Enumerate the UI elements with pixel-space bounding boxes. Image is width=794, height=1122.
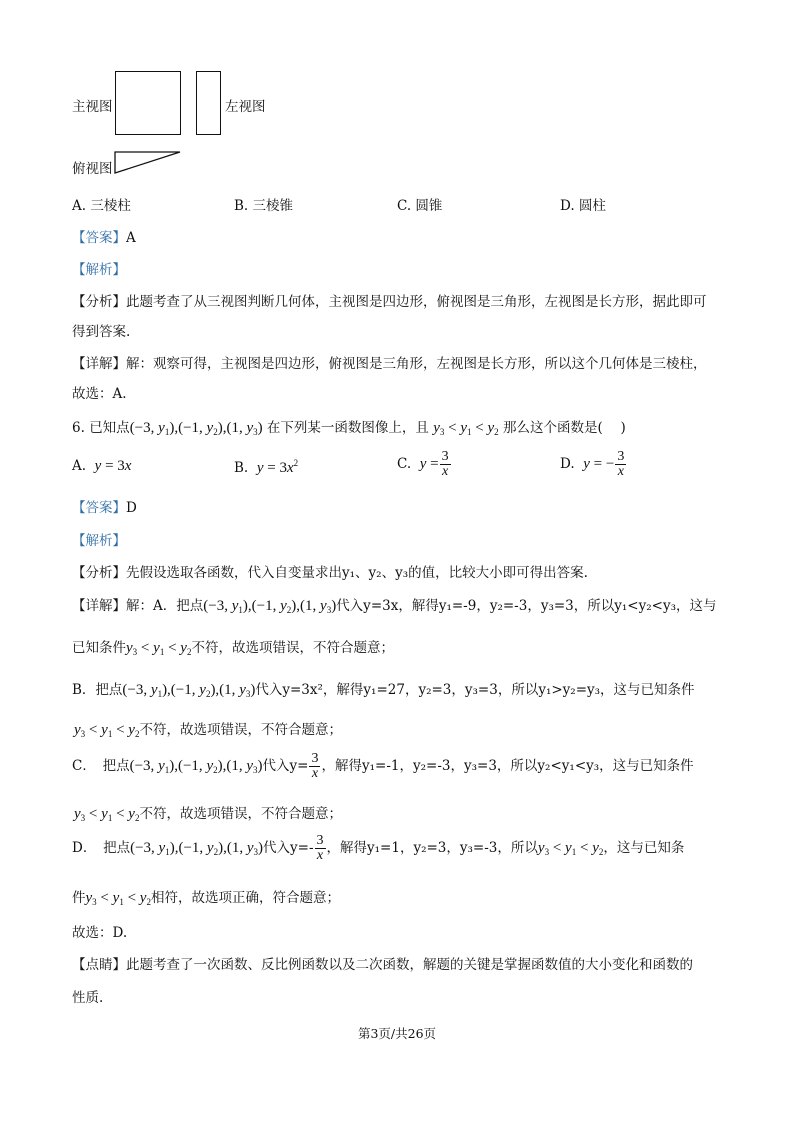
q5-detail-text-1: 解：观察可得，主视图是四边形，俯视图是三角形，左视图是长方形，所以这个几何体是三棱柱， bbox=[126, 356, 707, 372]
q5-fenxi-line-1 bbox=[72, 290, 707, 310]
q6-option-b: B. $y = 3x^2$ bbox=[234, 458, 299, 476]
q6-fenxi-text: 先假设选取各函数，代入自变量求出y₁、y₂、y₃的值，比较大小即可得出答案. bbox=[126, 565, 588, 581]
left-view-label: 左视图 bbox=[225, 99, 266, 115]
q6-stem-2: 在下列某一函数图像上，且 bbox=[266, 420, 429, 436]
q6-stem-1: 已知点 bbox=[89, 420, 130, 436]
q5-answer-tag: 【答案】 bbox=[72, 230, 126, 246]
q5-option-c: C. 圆锥 bbox=[397, 198, 443, 214]
q5-option-a: A. 三棱柱 bbox=[72, 198, 131, 214]
q6-dianjing-text-2: 性质. bbox=[72, 990, 104, 1006]
q6-points-expression: (−3, $y_1),(-1$, $y_2),(1$, $y_3$) bbox=[129, 420, 263, 437]
q6-condition: $y_3 < y_1 < y_2$ bbox=[85, 890, 151, 907]
q6-detail-a-line-2: 已知条件$y_3 < y_1 < y_2$不符，故选项错误，不符合题意； bbox=[72, 640, 394, 657]
q5-fenxi-text-2: 得到答案. bbox=[72, 324, 131, 340]
q6-condition: $y_3 < y_1 < y_2$ bbox=[126, 640, 192, 657]
q5-option-b: B. 三棱锥 bbox=[234, 198, 294, 214]
q6-dianjing-tag: 【点睛】 bbox=[72, 957, 126, 973]
q6-detail-d-line-1: D． 把点(−3, $y_1),(-1$, $y_2),(1$, $y_3$)代入y=- $\frac{3}{x}$ ，解得y₁=1，y₂=3，y₃=-3，所以$y_3 < y_1 < y_2$，这与已知条 bbox=[72, 833, 685, 863]
q6-stem-3: 那么这个函数是( ) bbox=[502, 420, 626, 436]
q5-answer-line bbox=[72, 226, 136, 246]
q6-detail-d-line-2: 件$y_3 < y_1 < y_2$相符，故选项正确，符合题意； bbox=[72, 890, 340, 907]
front-view-square bbox=[115, 71, 181, 135]
q6-fenxi-tag: 【分析】 bbox=[72, 565, 126, 581]
q6-answer-line bbox=[72, 496, 137, 516]
q6-points-expression: (−3, $y_1),(-1$, $y_2),(1$, $y_3$) bbox=[130, 840, 264, 857]
q6-detail-tag: 【详解】 bbox=[72, 598, 126, 614]
q5-option-d: D. 圆柱 bbox=[560, 198, 606, 214]
q6-condition: $y_3 < y_1 < y_2$ bbox=[537, 840, 604, 857]
q6-points-expression: (−3, $y_1),(-1$, $y_2),(1$, $y_3$) bbox=[122, 682, 256, 699]
q6-condition: $y_3 < y_1 < y_2$ bbox=[74, 806, 140, 823]
q6-answer: D bbox=[126, 500, 137, 516]
q6-dianjing-text-1: 此题考查了一次函数、反比例函数以及二次函数，解题的关键是掌握函数值的大小变化和函数的 bbox=[126, 957, 693, 973]
q5-detail-line-1 bbox=[72, 352, 707, 372]
q6-condition: $y_3 < y_1 < y_2$ bbox=[74, 722, 140, 739]
q6-option-c: C. y = $\frac{3}{x}$ bbox=[397, 449, 449, 479]
q6-detail-c-line-1: C． 把点(−3, $y_1),(-1$, $y_2),(1$, $y_3$)代入y= $\frac{3}{x}$ ，解得y₁=-1，y₂=-3，y₃=3，所以y₂<y₁<y₃，这与已知条件 bbox=[72, 751, 694, 781]
q6-detail-b-line-1: B．把点(−3, $y_1),(-1$, $y_2),(1$, $y_3$)代入y=3x²，解得y₁=27，y₂=3，y₃=3，所以y₁>y₂=y₃，这与已知条件 bbox=[72, 682, 695, 699]
q6-dianjing-line-1 bbox=[72, 953, 693, 973]
q5-detail-text-2: 故选：A. bbox=[72, 386, 127, 402]
top-view-triangle bbox=[114, 151, 182, 175]
q6-option-a: A. y = 3x bbox=[72, 458, 132, 474]
q6-analysis-tag: 【解析】 bbox=[72, 533, 126, 549]
q6-detail-c-line-2: $y_3 < y_1 < y_2$不符，故选项错误，不符合题意； bbox=[74, 806, 342, 823]
q6-condition: $y_3 < y_1 < y_2$ bbox=[433, 420, 499, 437]
q6-number: 6. bbox=[72, 420, 85, 436]
q5-fenxi-text-1: 此题考查了从三视图判断几何体，主视图是四边形，俯视图是三角形，左视图是长方形，据此即可 bbox=[126, 294, 707, 310]
q5-answer: A bbox=[126, 230, 136, 246]
q6-detail-b-line-2: $y_3 < y_1 < y_2$不符，故选项错误，不符合题意； bbox=[74, 722, 342, 739]
q6-fenxi-line bbox=[72, 561, 588, 581]
front-view-label: 主视图 bbox=[72, 99, 113, 115]
q6-option-d: D. y = − $\frac{3}{x}$ bbox=[560, 449, 625, 479]
q5-fenxi-tag: 【分析】 bbox=[72, 294, 126, 310]
q6-points-expression: (−3, $y_1),(-1$, $y_2),(1$, $y_3$) bbox=[129, 758, 263, 775]
left-view-rectangle bbox=[196, 71, 221, 135]
page-footer: 第3页/共26页 bbox=[357, 1026, 437, 1041]
q5-detail-tag: 【详解】 bbox=[72, 356, 126, 372]
q6-points-expression: (−3, $y_1),(-1$, $y_2),(1$, $y_3$) bbox=[203, 598, 337, 615]
q6-detail-a-line-1: 【详解】解：A．把点(−3, $y_1),(-1$, $y_2),(1$, $y_3$)代入y=3x，解得y₁=-9，y₂=-3，y₃=3，所以y₁<y₂<y₃，这与 bbox=[72, 598, 717, 615]
top-view-label: 俯视图 bbox=[72, 161, 113, 177]
q5-analysis-tag: 【解析】 bbox=[72, 262, 126, 278]
q6-answer-tag: 【答案】 bbox=[72, 500, 126, 516]
q6-stem bbox=[72, 416, 626, 437]
q6-conclusion: 故选：D. bbox=[72, 925, 128, 941]
